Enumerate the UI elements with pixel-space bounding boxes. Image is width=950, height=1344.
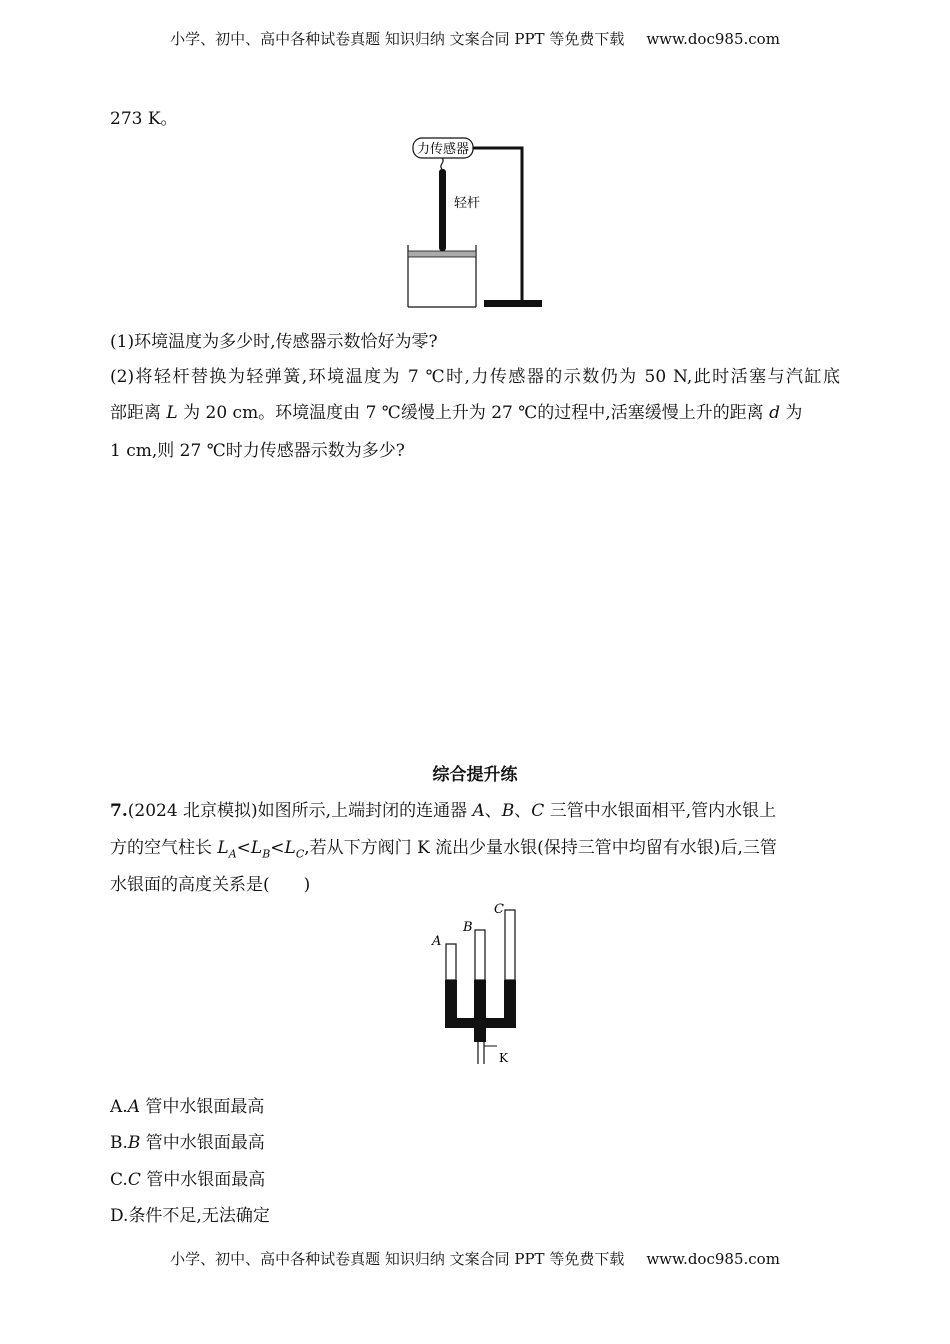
option-c[interactable]: C.C 管中水银面最高 [110, 1170, 266, 1190]
option-a[interactable]: A.A 管中水银面最高 [110, 1097, 265, 1117]
question-2-line-3: 1 cm,则 27 ℃时力传感器示数为多少? [110, 441, 405, 461]
piston [408, 251, 476, 257]
var-d: d [769, 403, 780, 423]
label-c: C [494, 902, 504, 917]
force-sensor-figure [400, 135, 550, 313]
connector [445, 1018, 516, 1028]
label-b: B [463, 920, 473, 935]
support-stand [473, 148, 522, 303]
stand-base [484, 300, 542, 307]
option-d[interactable]: D.条件不足,无法确定 [110, 1206, 270, 1226]
footer-site[interactable]: www.doc985.com [646, 1250, 780, 1268]
prev-problem-tail: 273 K。 [110, 109, 178, 129]
footer-text: 小学、初中、高中各种试卷真题 知识归纳 文案合同 PPT 等免费下载 [170, 1250, 625, 1268]
sensor-label: 力传感器 [416, 142, 470, 157]
rod-label: 轻杆 [454, 196, 481, 211]
tube-b-mercury [474, 980, 486, 1042]
page-header [0, 28, 950, 49]
problem7-line-3: 水银面的高度关系是( ) [110, 875, 311, 895]
problem7-line-2: 方的空气柱长 $L_A<L_B<L_C$,若从下方阀门 K 流出少量水银(保持三管中均留有水银)后,三管 [110, 838, 777, 861]
label-k: K [499, 1051, 508, 1065]
header-site[interactable]: www.doc985.com [646, 30, 780, 48]
connected-tubes-figure [425, 898, 530, 1068]
problem7-line-1: 7.(2024 北京模拟)如图所示,上端封闭的连通器 A、B、C 三管中水银面相平,管内水银上 [110, 801, 777, 821]
tube-b-air [475, 930, 485, 980]
section-title: 综合提升练 [432, 765, 518, 785]
page-footer [0, 1248, 950, 1269]
var-L: L [166, 403, 178, 423]
light-rod [439, 169, 446, 251]
tube-c-air [505, 910, 515, 980]
header-text: 小学、初中、高中各种试卷真题 知识归纳 文案合同 PPT 等免费下载 [170, 30, 625, 48]
option-b[interactable]: B.B 管中水银面最高 [110, 1133, 265, 1153]
question-2-line-1: (2)将轻杆替换为轻弹簧,环境温度为 7 ℃时,力传感器的示数仍为 50 N,此时活塞与汽缸底 [110, 367, 840, 387]
question-1: (1)环境温度为多少时,传感器示数恰好为零? [110, 332, 438, 352]
hook [441, 158, 443, 169]
label-a: A [432, 934, 442, 949]
tube-a-air [446, 944, 456, 980]
question-2-line-2: 部距离 L 为 20 cm。环境温度由 7 ℃缓慢上升为 27 ℃的过程中,活塞缓慢上升的距离 d 为 [110, 403, 803, 423]
